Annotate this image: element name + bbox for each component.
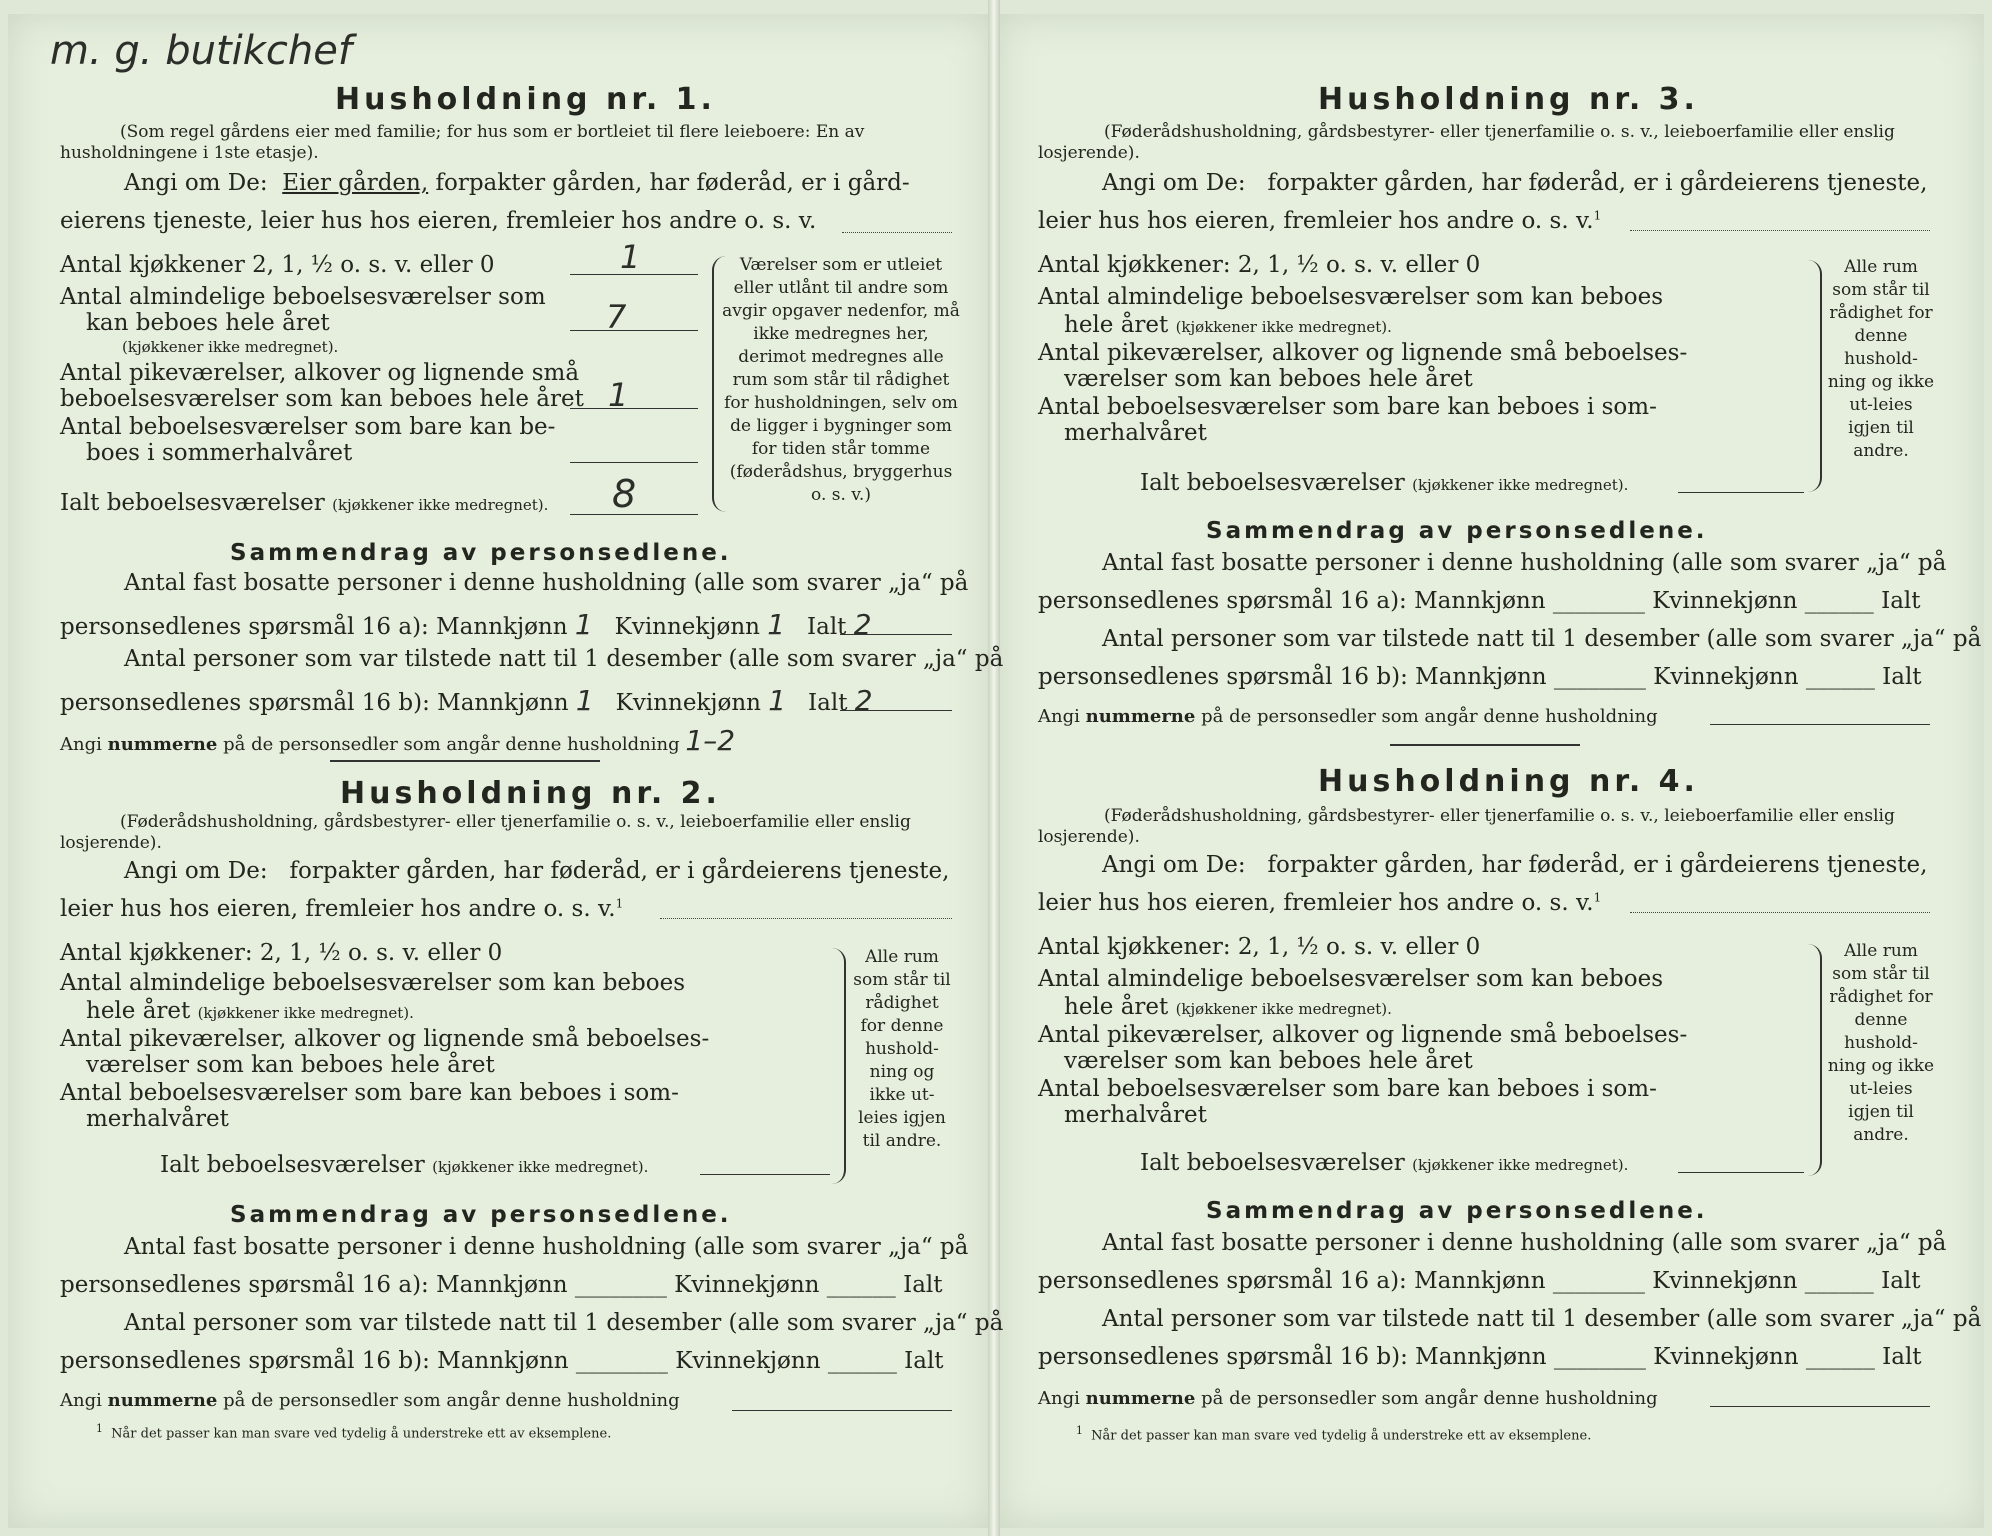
h3-present-male: Mannkjønn bbox=[1415, 664, 1547, 690]
h3-ordinary: Antal almindelige beboelsesværelser som kan beboes bbox=[1038, 284, 1664, 310]
h2-present-b: personsedlenes spørsmål 16 b): Mannkjønn ________ Kvinnekjønn ______ Ialt bbox=[60, 1348, 944, 1374]
household-1-options: forpakter gården, har føderåd, er i gård- bbox=[435, 170, 910, 196]
h3-numbers-line bbox=[1038, 706, 1658, 727]
h2-resident-b: personsedlenes spørsmål 16 a): Mannkjønn ________ Kvinnekjønn ______ Ialt bbox=[60, 1272, 943, 1298]
h4-present-male: Mannkjønn bbox=[1415, 1344, 1547, 1370]
h2-options-tail-mark: 1 bbox=[615, 896, 624, 911]
h3-present-total: Ialt bbox=[1882, 664, 1922, 690]
h3-present-b-label: personsedlenes spørsmål 16 b): bbox=[1038, 664, 1408, 690]
h2-intro: (Føderådshusholdning, gårdsbestyrer- eller tjenerfamilie o. s. v., leieboerfamilie eller enslig losjerende). bbox=[60, 812, 911, 853]
h4-resident-b: personsedlenes spørsmål 16 a): Mannkjønn ________ Kvinnekjønn ______ Ialt bbox=[1038, 1268, 1921, 1294]
left-footnote-mark: 1 bbox=[96, 1422, 103, 1435]
h1-maid-b: beboelsesværelser som kan beboes hele året bbox=[60, 386, 584, 412]
h4-resident-b-label: personsedlenes spørsmål 16 a): bbox=[1038, 1268, 1407, 1294]
h4-intro: (Føderådshusholdning, gårdsbestyrer- eller tjenerfamilie o. s. v., leieboerfamilie eller enslig losjerende). bbox=[1038, 806, 1895, 847]
h1-resident-male-label: Mannkjønn bbox=[436, 614, 568, 640]
book-gutter bbox=[988, 0, 1000, 1536]
h1-numbers-answer: 1–2 bbox=[685, 724, 736, 757]
household-1-angi-line bbox=[124, 170, 910, 196]
h3-resident-male: Mannkjønn bbox=[1414, 588, 1546, 614]
h2-kitchens: Antal kjøkkener: 2, 1, ½ o. s. v. eller 0 bbox=[60, 940, 503, 966]
h2-resident-female: Kvinnekjønn bbox=[674, 1272, 820, 1298]
h3-resident-b: personsedlenes spørsmål 16 a): Mannkjønn ________ Kvinnekjønn ______ Ialt bbox=[1038, 588, 1921, 614]
h3-kjokkener-note: (kjøkkener ikke medregnet). bbox=[1175, 318, 1392, 336]
h3-ordinary-b bbox=[1064, 312, 1392, 338]
h1-ordinary-b: kan beboes hele året bbox=[86, 310, 330, 336]
h1-maid-answer: 1 bbox=[608, 376, 629, 414]
h3-present-b: personsedlenes spørsmål 16 b): Mannkjønn ________ Kvinnekjønn ______ Ialt bbox=[1038, 664, 1922, 690]
h4-angi-line bbox=[1102, 852, 1927, 878]
h4-resident-male: Mannkjønn bbox=[1414, 1268, 1546, 1294]
household-1-angi-label: Angi om De: bbox=[124, 170, 268, 196]
h3-options-tail-text: leier hus hos eieren, fremleier hos andre o. s. v. bbox=[1038, 208, 1594, 234]
h3-angi-label: Angi om De: bbox=[1102, 170, 1246, 196]
h1-resident-male-answer: 1 bbox=[574, 608, 593, 641]
h2-kjokkener-note: (kjøkkener ikke medregnet). bbox=[197, 1004, 414, 1022]
h2-ordinary-b bbox=[86, 998, 414, 1024]
h2-total-note: (kjøkkener ikke medregnet). bbox=[432, 1158, 649, 1176]
h1-numbers-angi: Angi bbox=[60, 734, 102, 755]
h4-options-tail bbox=[1038, 890, 1601, 916]
h3-options-tail-mark: 1 bbox=[1593, 208, 1602, 223]
h4-present-total: Ialt bbox=[1882, 1344, 1922, 1370]
h2-angi-label: Angi om De: bbox=[124, 858, 268, 884]
h3-hele-aaret: hele året bbox=[1064, 312, 1169, 338]
h2-resident-total: Ialt bbox=[903, 1272, 943, 1298]
h2-hele-aaret: hele året bbox=[86, 998, 191, 1024]
h2-present-b-label: personsedlenes spørsmål 16 b): bbox=[60, 1348, 430, 1374]
h4-total-label: Ialt beboelsesværelser bbox=[1140, 1150, 1405, 1176]
left-page bbox=[8, 14, 991, 1528]
h4-kjokkener-note: (kjøkkener ikke medregnet). bbox=[1175, 1000, 1392, 1018]
right-footnote bbox=[1076, 1424, 1591, 1443]
h2-options: forpakter gården, har føderåd, er i gårdeierens tjeneste, bbox=[289, 858, 950, 884]
h4-hele-aaret: hele året bbox=[1064, 994, 1169, 1020]
h1-total-rooms bbox=[60, 490, 548, 516]
h2-numbers-rest: på de personsedler som angår denne husholdning bbox=[223, 1390, 680, 1411]
h2-total-label: Ialt beboelsesværelser bbox=[160, 1152, 425, 1178]
h4-resident-female: Kvinnekjønn bbox=[1652, 1268, 1798, 1294]
h4-kitchens: Antal kjøkkener: 2, 1, ½ o. s. v. eller 0 bbox=[1038, 934, 1481, 960]
h2-present-female: Kvinnekjønn bbox=[675, 1348, 821, 1374]
h1-total-rooms-note: (kjøkkener ikke medregnet). bbox=[332, 496, 549, 514]
h4-maid-b: værelser som kan beboes hele året bbox=[1064, 1048, 1473, 1074]
h2-options-tail bbox=[60, 896, 623, 922]
h4-options-tail-mark: 1 bbox=[1593, 890, 1602, 905]
h2-summer-a: Antal beboelsesværelser som bare kan beboes i som- bbox=[60, 1080, 679, 1106]
right-footnote-mark: 1 bbox=[1076, 1424, 1083, 1437]
h3-resident-total: Ialt bbox=[1881, 588, 1921, 614]
h1-summer-a: Antal beboelsesværelser som bare kan be- bbox=[60, 414, 556, 440]
h4-maid-a: Antal pikeværelser, alkover og lignende små beboelses- bbox=[1038, 1022, 1688, 1048]
h4-numbers-bold: nummerne bbox=[1085, 1388, 1196, 1409]
h3-numbers-bold: nummerne bbox=[1085, 706, 1196, 727]
h4-summary-heading: Sammendrag av personsedlene. bbox=[1206, 1198, 1708, 1224]
h4-ordinary-b bbox=[1064, 994, 1392, 1020]
h1-present-b bbox=[60, 684, 873, 717]
h1-summer-b: boes i sommerhalvåret bbox=[86, 440, 353, 466]
h2-numbers-bold: nummerne bbox=[107, 1390, 218, 1411]
h1-kitchens-label: Antal kjøkkener 2, 1, ½ o. s. v. eller 0 bbox=[60, 252, 495, 278]
h3-angi-line bbox=[1102, 170, 1927, 196]
h2-numbers-line bbox=[60, 1390, 680, 1411]
h4-total bbox=[1140, 1150, 1628, 1176]
h3-resident-female: Kvinnekjønn bbox=[1652, 588, 1798, 614]
left-footnote bbox=[96, 1422, 611, 1441]
h4-options-tail-text: leier hus hos eieren, fremleier hos andre o. s. v. bbox=[1038, 890, 1594, 916]
h1-ordinary-answer: 7 bbox=[606, 298, 627, 336]
h1-present-total-label: Ialt bbox=[808, 690, 848, 716]
h2-resident-male: Mannkjønn bbox=[436, 1272, 568, 1298]
h3-resident-a: Antal fast bosatte personer i denne husholdning (alle som svarer „ja“ på bbox=[1102, 550, 1947, 576]
h1-resident-female-answer: 1 bbox=[767, 608, 786, 641]
h1-present-total-answer: 2 bbox=[854, 684, 873, 717]
household-3-title: Husholdning nr. 3. bbox=[1318, 82, 1699, 117]
h4-present-b-label: personsedlenes spørsmål 16 b): bbox=[1038, 1344, 1408, 1370]
h1-maid-a: Antal pikeværelser, alkover og lignende små bbox=[60, 360, 580, 386]
h4-note: Alle rum som står til rådighet for denne hushold-ning og ikke ut-leies igjen til andre. bbox=[1827, 941, 1935, 1145]
h2-ordinary: Antal almindelige beboelsesværelser som kan beboes bbox=[60, 970, 686, 996]
household-4-title: Husholdning nr. 4. bbox=[1318, 764, 1699, 799]
h3-note: Alle rum som står til rådighet for denne hushold-ning og ikke ut-leies igjen til andre. bbox=[1827, 257, 1935, 461]
h3-maid-a: Antal pikeværelser, alkover og lignende små beboelses- bbox=[1038, 340, 1688, 366]
h3-options-tail bbox=[1038, 208, 1601, 234]
h4-numbers-line bbox=[1038, 1388, 1658, 1409]
h1-present-female-label: Kvinnekjønn bbox=[615, 690, 761, 716]
h2-angi-line bbox=[124, 858, 949, 884]
household-1-note: Værelser som er utleiet eller utlånt til andre som avgir opgaver nedenfor, må ikke medregnes her, derimot medregnes alle rum som står til rådighet for husholdningen, selv om de ligger i bygninger som for tiden står tomme (føderådshus, bryggerhus o. s. v.) bbox=[722, 255, 960, 505]
h2-total bbox=[160, 1152, 648, 1178]
h4-resident-total: Ialt bbox=[1881, 1268, 1921, 1294]
h3-numbers-angi: Angi bbox=[1038, 706, 1080, 727]
h3-total bbox=[1140, 470, 1628, 496]
h2-resident-b-label: personsedlenes spørsmål 16 a): bbox=[60, 1272, 429, 1298]
h3-summer-b: merhalvåret bbox=[1064, 420, 1207, 446]
h3-present-a: Antal personer som var tilstede natt til 1 desember (alle som svarer „ja“ på bbox=[1102, 626, 1982, 652]
h1-resident-b bbox=[60, 608, 872, 641]
h1-numbers-line bbox=[60, 724, 735, 757]
h1-kitchens-answer: 1 bbox=[620, 238, 641, 276]
h2-numbers-angi: Angi bbox=[60, 1390, 102, 1411]
h3-numbers-rest: på de personsedler som angår denne husholdning bbox=[1201, 706, 1658, 727]
h3-options: forpakter gården, har føderåd, er i gårdeierens tjeneste, bbox=[1267, 170, 1928, 196]
h1-ordinary-note: (kjøkkener ikke medregnet). bbox=[122, 338, 339, 356]
h3-kitchens: Antal kjøkkener: 2, 1, ½ o. s. v. eller 0 bbox=[1038, 252, 1481, 278]
h3-total-note: (kjøkkener ikke medregnet). bbox=[1412, 476, 1629, 494]
right-footnote-text: Når det passer kan man svare ved tydelig å understreke ett av eksemplene. bbox=[1091, 1428, 1592, 1444]
handwritten-heading: m. g. butikchef bbox=[50, 28, 352, 74]
h1-present-a: Antal personer som var tilstede natt til 1 desember (alle som svarer „ja“ på bbox=[124, 646, 1004, 672]
h4-numbers-rest: på de personsedler som angår denne husholdning bbox=[1201, 1388, 1658, 1409]
h3-resident-b-label: personsedlenes spørsmål 16 a): bbox=[1038, 588, 1407, 614]
h2-summer-b: merhalvåret bbox=[86, 1106, 229, 1132]
household-1-owner-option: Eier gården, bbox=[282, 170, 429, 196]
h4-numbers-angi: Angi bbox=[1038, 1388, 1080, 1409]
h2-present-male: Mannkjønn bbox=[437, 1348, 569, 1374]
h2-note: Alle rum som står til rådighet for denne hushold-ning og ikke ut-leies igjen til andre. bbox=[853, 947, 951, 1151]
h4-summer-a: Antal beboelsesværelser som bare kan beboes i som- bbox=[1038, 1076, 1657, 1102]
h4-ordinary: Antal almindelige beboelsesværelser som kan beboes bbox=[1038, 966, 1664, 992]
h3-maid-b: værelser som kan beboes hele året bbox=[1064, 366, 1473, 392]
h2-maid-b: værelser som kan beboes hele året bbox=[86, 1052, 495, 1078]
household-1-title: Husholdning nr. 1. bbox=[335, 82, 716, 117]
h4-present-b: personsedlenes spørsmål 16 b): Mannkjønn ________ Kvinnekjønn ______ Ialt bbox=[1038, 1344, 1922, 1370]
h1-numbers-bold: nummerne bbox=[107, 734, 218, 755]
h4-summer-b: merhalvåret bbox=[1064, 1102, 1207, 1128]
h1-ordinary-a: Antal almindelige beboelsesværelser som bbox=[60, 284, 546, 310]
h1-present-male-answer: 1 bbox=[575, 684, 594, 717]
h3-summary-heading: Sammendrag av personsedlene. bbox=[1206, 518, 1708, 544]
household-2-title: Husholdning nr. 2. bbox=[340, 776, 721, 811]
h1-present-b-label: personsedlenes spørsmål 16 b): bbox=[60, 690, 430, 716]
h2-options-tail-text: leier hus hos eieren, fremleier hos andre o. s. v. bbox=[60, 896, 616, 922]
h4-options: forpakter gården, har føderåd, er i gårdeierens tjeneste, bbox=[1267, 852, 1928, 878]
h3-total-label: Ialt beboelsesværelser bbox=[1140, 470, 1405, 496]
h1-present-female-answer: 1 bbox=[768, 684, 787, 717]
h1-total-rooms-label: Ialt beboelsesværelser bbox=[60, 490, 325, 516]
h2-present-a: Antal personer som var tilstede natt til 1 desember (alle som svarer „ja“ på bbox=[124, 1310, 1004, 1336]
h3-intro: (Føderådshusholdning, gårdsbestyrer- eller tjenerfamilie o. s. v., leieboerfamilie eller enslig losjerende). bbox=[1038, 122, 1895, 163]
h1-resident-total-answer: 2 bbox=[853, 608, 872, 641]
h1-resident-female-label: Kvinnekjønn bbox=[614, 614, 760, 640]
h1-resident-b-label: personsedlenes spørsmål 16 a): bbox=[60, 614, 429, 640]
h2-present-total: Ialt bbox=[904, 1348, 944, 1374]
h4-present-female: Kvinnekjønn bbox=[1653, 1344, 1799, 1370]
household-1-options-line2: eierens tjeneste, leier hus hos eieren, fremleier hos andre o. s. v. bbox=[60, 208, 817, 234]
h2-maid-a: Antal pikeværelser, alkover og lignende små beboelses- bbox=[60, 1026, 710, 1052]
h1-resident-total-label: Ialt bbox=[807, 614, 847, 640]
household-1-intro: (Som regel gårdens eier med familie; for hus som er bortleiet til flere leieboere: En av husholdningene i 1ste etasje). bbox=[60, 122, 865, 163]
h4-angi-label: Angi om De: bbox=[1102, 852, 1246, 878]
h2-resident-a: Antal fast bosatte personer i denne husholdning (alle som svarer „ja“ på bbox=[124, 1234, 969, 1260]
h3-present-female: Kvinnekjønn bbox=[1653, 664, 1799, 690]
h4-present-a: Antal personer som var tilstede natt til 1 desember (alle som svarer „ja“ på bbox=[1102, 1306, 1982, 1332]
h1-numbers-rest: på de personsedler som angår denne husholdning bbox=[223, 734, 680, 755]
h4-resident-a: Antal fast bosatte personer i denne husholdning (alle som svarer „ja“ på bbox=[1102, 1230, 1947, 1256]
h3-summer-a: Antal beboelsesværelser som bare kan beboes i som- bbox=[1038, 394, 1657, 420]
h1-present-male-label: Mannkjønn bbox=[437, 690, 569, 716]
h1-summary-heading: Sammendrag av personsedlene. bbox=[230, 540, 732, 566]
h1-resident-a: Antal fast bosatte personer i denne husholdning (alle som svarer „ja“ på bbox=[124, 570, 969, 596]
h1-total-rooms-answer: 8 bbox=[612, 472, 637, 516]
h2-summary-heading: Sammendrag av personsedlene. bbox=[230, 1202, 732, 1228]
left-footnote-text: Når det passer kan man svare ved tydelig å understreke ett av eksemplene. bbox=[111, 1426, 612, 1442]
h4-total-note: (kjøkkener ikke medregnet). bbox=[1412, 1156, 1629, 1174]
